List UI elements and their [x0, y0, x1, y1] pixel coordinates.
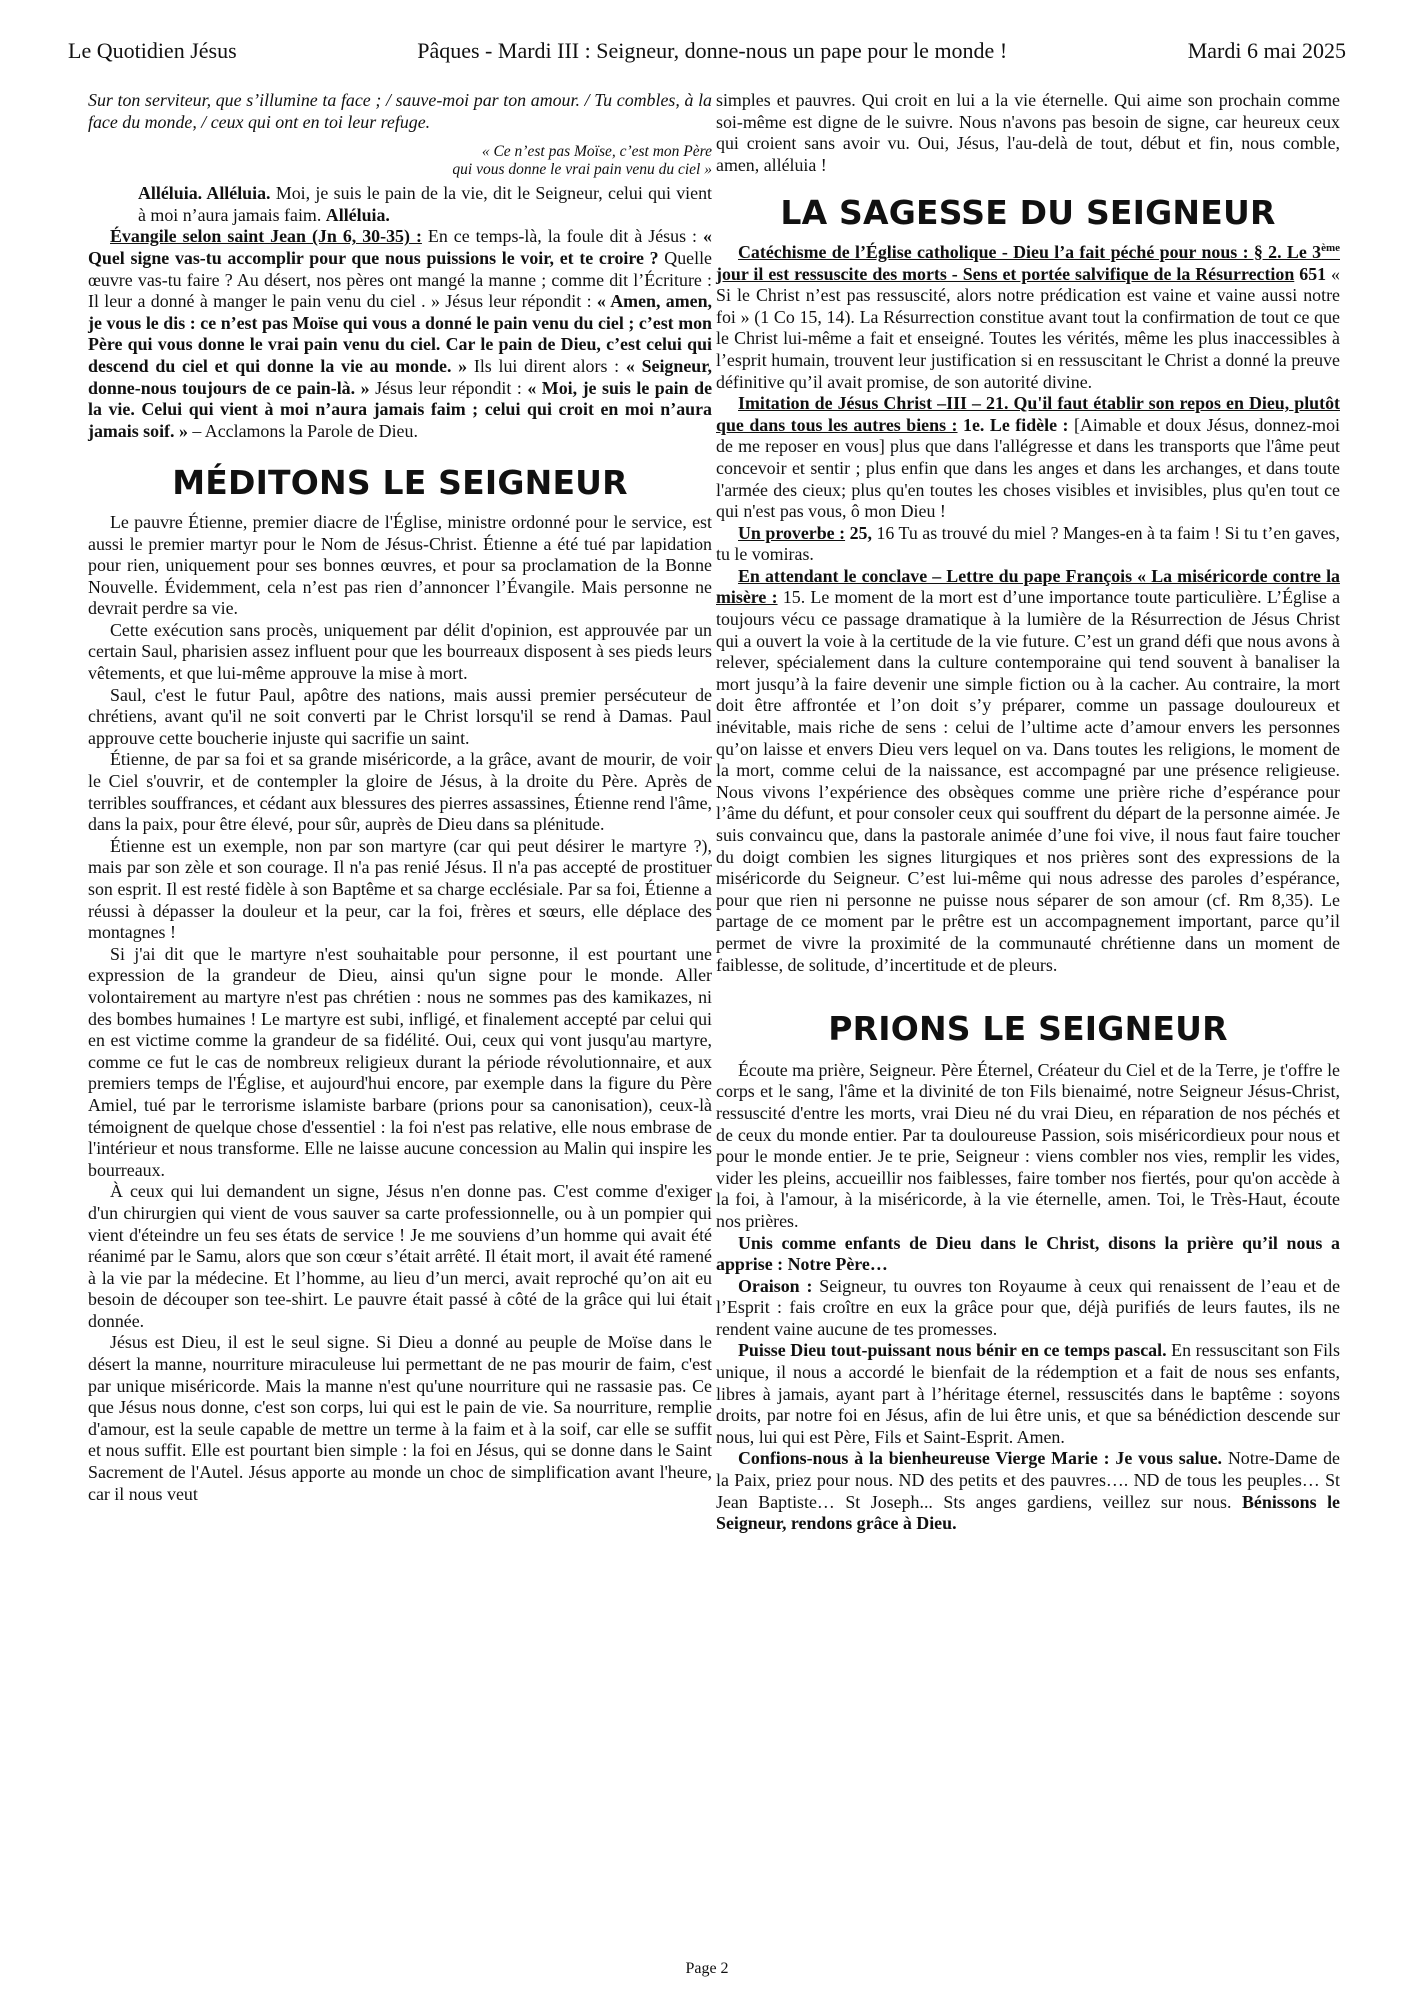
wisdom-heading: LA SAGESSE DU SEIGNEUR: [780, 193, 1276, 233]
blessing-text: En ressuscitant son Fils unique, il nous a accordé le bienfait de la rédemption et a fait de nous ses enfants, libres à jamais, ayant part à l’héritage éternel, ressuscités dans le baptême : soyons droits, par notre foi en Jésus, afin de lui être unis, et que sa bénédiction descende sur nous, lui qui est Père, Fils et Saint-Esprit. Amen.: [716, 1340, 1340, 1447]
meditation-paragraph: Étienne, de par sa foi et sa grande miséricorde, a la grâce, avant de mourir, de voir le Ciel s'ouvrir, et de contempler la gloire de Jésus, à la droite du Père. Après de terribles souffrances, et cédant aux blessures des pierres assassines, Étienne rend l'âme, dans la paix, pour être élevé, pour sûr, auprès de Dieu dans sa plénitude.: [88, 749, 712, 835]
marian-paragraph: [716, 1448, 1340, 1534]
proverb-text: 16 Tu as trouvé du miel ? Manges-en à ta faim ! Si tu t’en gaves, tu le vomiras.: [716, 522, 1340, 565]
ordinal-suffix: ème: [1321, 242, 1340, 254]
gospel-span: Quelle œuvre vas-tu faire ? Au désert, nos pères ont mangé la manne ; comme dit l’Écriture : Il leur a donné à manger le pain venu du ciel . » Jésus leur répondit :: [88, 247, 712, 312]
imitation-paragraph: [716, 393, 1340, 523]
oraison-text: Seigneur, tu ouvres ton Royaume à ceux qui renaissent de l’eau et de l’Esprit : fais croître en eux la grâce pour que, déjà purifiés de leurs fautes, ils ne rendent vaine aucune de tes promesses.: [716, 1275, 1341, 1339]
catechism-ref-part: Catéchisme de l’Église catholique - Dieu l’a fait péché pour nous : § 2. Le 3: [738, 241, 1322, 262]
conclave-paragraph: [716, 566, 1340, 976]
meditation-paragraph: Cette exécution sans procès, uniquement par délit d'opinion, est approuvée par un certain Saul, pharisien assez influent pour que les bourreaux disposent à ses pieds leurs vêtements, et que lui-même approuve la mise à mort.: [88, 619, 712, 684]
conclave-reference: En attendant le conclave – Lettre du pape François « La miséricorde contre la misère :: [716, 565, 1340, 608]
gospel-text: [88, 226, 712, 442]
page-header: [68, 38, 1346, 72]
proverb-paragraph: [716, 523, 1340, 566]
gospel-span: – Acclamons la Parole de Dieu.: [187, 420, 418, 441]
meditation-continuation: simples et pauvres. Qui croit en lui a la vie éternelle. Qui aime son prochain comme soi-même est digne de le suivre. Nous n'avons pas besoin de signe, car heureux ceux qui croient sans avoir vu. Oui, Jésus, l'au-delà de tout, début et fin, nous comble, amen, alléluia !: [716, 90, 1340, 175]
alleluia-text: Moi, je suis le pain de la vie, dit le Seigneur, celui qui vient à moi n’aura jamais faim.: [138, 183, 712, 225]
catechism-ref-part: jour il est ressuscite des morts - Sens et portée salvifique de la Résurrection: [716, 263, 1295, 284]
catechism-text: « Si le Christ n’est pas ressuscité, alors notre prédication est vaine et vaine aussi notre foi » (1 Co 15, 14). La Résurrection constitue avant tout la confirmation de tout ce que le Christ lui-même a fait et enseigné. Toutes les vérités, même les plus inaccessibles à l’esprit humain, trouvent leur justification si en ressuscitant le Christ a donné la preuve définitive qu’il avait promise, de son autorité divine.: [716, 263, 1341, 392]
left-column: [88, 90, 712, 1505]
prayer-paragraph: Écoute ma prière, Seigneur. Père Éternel, Créateur du Ciel et de la Terre, je t'offre le corps et le sang, l'âme et la divinité de ton Fils bienaimé, notre Seigneur Jésus-Christ, ressuscité d'entre les morts, vrai Dieu né du vrai Dieu, en réparation de nos péchés et de ceux du monde entier. Par ta douloureuse Passion, sois miséricordieux pour nous et pour le monde entier. Je te prie, Seigneur : viens combler nos vies, remplir les vides, vider les pleins, accueillir nos faiblesses, faire tomber nos fiertés, pour qu'on accède à la foi, à l'amour, à la miséricorde, à la vie éternelle, amen. Toi, le Très-Haut, écoute nos prières.: [716, 1059, 1340, 1231]
our-father-invitation: Unis comme enfants de Dieu dans le Christ, disons la prière qu’il nous a apprise : Notre Père…: [716, 1232, 1340, 1275]
right-column: [716, 90, 1340, 1535]
prayer-heading: PRIONS LE SEIGNEUR: [828, 1009, 1228, 1049]
catechism-paragraph: [716, 242, 1340, 393]
blessing-bold: Puisse Dieu tout-puissant nous bénir en ce temps pascal.: [738, 1340, 1167, 1361]
gospel-quote: [88, 143, 712, 179]
catechism-number: 651: [1294, 263, 1327, 284]
imitation-reference: Imitation de Jésus Christ –III – 21. Qu'il faut établir son repos en Dieu, plutôt que dans tous les autres biens :: [716, 393, 1340, 435]
meditation-paragraph: Jésus est Dieu, il est le seul signe. Si Dieu a donné au peuple de Moïse dans le désert la manne, nourriture miraculeuse lui permettant de ne pas mourir de faim, c'est par unique miséricorde. Mais la manne n'est qu'une nourriture qui ne rassasie pas. Ce que Jésus nous donne, c'est son corps, lui qui est le pain de vie. Sa nourriture, remplie d'amour, est la seule capable de mettre un terme à la faim et à la soif, car elle se suffit et nous suffit. Elle est pourtant bien simple : la foi en Jésus, qui se donne dans le Saint Sacrement de l'Autel. Jésus apporte au monde un choc de simplification avant l'heure, car il nous veut: [88, 1332, 712, 1504]
proverb-reference: Un proverbe :: [738, 522, 846, 543]
oraison-paragraph: [716, 1276, 1340, 1341]
page-title: Pâques - Mardi III : Seigneur, donne-nous un pape pour le monde !: [417, 38, 1008, 63]
catechism-reference: [716, 242, 1340, 284]
marian-bold: Confions-nous à la bienheureuse Vierge Marie : Je vous salue.: [738, 1448, 1223, 1469]
meditation-paragraph: Si j'ai dit que le martyre n'est souhaitable pour personne, il est pourtant une expression de la grandeur de Dieu, ainsi qu'un signe pour le monde. Aller volontairement au martyre n'est pas chrétien : nous ne sommes pas des kamikazes, ni des bombes humaines ! Le martyre est subi, infligé, et finalement accepté par celui qui en est victime comme la grandeur de sa fidélité. Oui, ceux qui vont jusqu'au martyre, comme ce fut le cas de nombreux religieux durant la période révolutionnaire, et aux premiers temps de l'Église, et aujourd'hui encore, par exemple dans la figure du Père Amiel, tué par le terrorisme islamiste barbare (prions pour sa canonisation), ceux-là témoignent de quelque chose d'essentiel : la foi n'est pas relative, elle nous embrase de l'intérieur et nous transforme. Elle ne laisse aucune concession au Malin qui inspire les bourreaux.: [88, 943, 712, 1180]
gospel-span: En ce temps-là, la foule dit à Jésus :: [421, 226, 704, 247]
gospel-span: « Amen, amen, je vous le dis : ce n’est pas Moïse qui vous a donné le pain venu du ciel ; c’est mon Père qui vous donne le vrai pain venu du ciel. Car le pain de Dieu, c’est celui qui descend du ciel et qui donne la vie au monde. »: [88, 291, 712, 376]
quote-line: qui vous donne le vrai pain venu du ciel »: [452, 161, 712, 179]
publication-name: Le Quotidien Jésus: [68, 38, 237, 63]
gospel-span: « Moi, je suis le pain de la vie. Celui qui vient à moi n’aura jamais faim ; celui qui croit en moi n’aura jamais soif. »: [88, 377, 713, 441]
imitation-text: [Aimable et doux Jésus, donnez-moi de me reposer en vous] plus que dans l'allégresse et dans les transports que l'âme peut concevoir et sentir ; plus enfin que dans les anges et dans les archanges, et dans toute l'armée des cieux; plus qu'en toutes les choses visibles et invisibles, plus qu'en tout ce qui n'est pas vous, ô mon Dieu !: [716, 414, 1340, 522]
meditation-paragraph: Saul, c'est le futur Paul, apôtre des nations, mais aussi premier persécuteur de chrétiens, avant qu'il ne soit converti par le Christ lorsqu'il se rend à Damas. Paul approuve cette boucherie injuste qui sacrifie un saint.: [88, 684, 712, 748]
quote-line: « Ce n’est pas Moïse, c’est mon Père: [481, 143, 712, 161]
oraison-label: Oraison :: [738, 1275, 813, 1296]
marian-text: Notre-Dame de la Paix, priez pour nous. ND des petits et des pauvres…. ND de tous les peuples… St Jean Baptiste… St Joseph... Sts anges gardiens, veillez sur nous.: [716, 1448, 1340, 1512]
gospel-reference: Évangile selon saint Jean (Jn 6, 30-35) :: [110, 226, 422, 247]
page-number: Page 2: [685, 1960, 729, 1977]
gospel-span: « Seigneur, donne-nous toujours de ce pain-là. »: [88, 355, 712, 398]
alleluia-bold: Alléluia. Alléluia.: [138, 183, 271, 204]
gospel-span: Ils lui dirent alors :: [467, 355, 626, 376]
alleluia-bold: Alléluia.: [325, 204, 390, 225]
final-blessing: Bénissons le Seigneur, rendons grâce à Dieu.: [716, 1491, 1341, 1534]
imitation-speaker: 1e. Le fidèle :: [957, 414, 1069, 435]
issue-date: Mardi 6 mai 2025: [1187, 38, 1346, 63]
gospel-span: Jésus leur répondit :: [369, 377, 528, 398]
meditation-paragraph: Étienne est un exemple, non par son martyre (car qui peut désirer le martyre ?), mais par son zèle et son courage. Il n'a pas renié Jésus. Il n'a pas accepté de prostituer son esprit. Il est resté fidèle à son Baptême et sa charge ecclésiale. Par sa foi, Étienne a réussi à dépasser la douleur et la peur, car la foi, frères et sœurs, elle déplace des montagnes !: [88, 835, 712, 943]
meditation-heading: MÉDITONS LE SEIGNEUR: [172, 463, 628, 503]
blessing-paragraph: [716, 1340, 1340, 1448]
conclave-text: 15. Le moment de la mort est d’une importance toute particulière. L’Église a toujours vécu ce passage dramatique à la lumière de la Résurrection de Jésus Christ qui a ouvert la voie à la certitude de la vie future. C’est un grand défi que nous avons à relever, spécialement dans la culture contemporaine qui tend souvent à banaliser la mort jusqu’à la faire devenir une simple fiction ou à la cacher. Au contraire, la mort doit être affrontée et l’on doit s’y préparer, comme un passage douloureux et inévitable, mais riche de sens : celui de l’ultime acte d’amour envers les personnes qu’on laisse et envers Dieu vers lequel on va. Dans toutes les religions, le moment de la mort, comme celui de la naissance, est accompagné par une présence religieuse. Nous vivons l’expérience des obsèques comme une prière riche d’espérance pour l’âme du défunt, et pour consoler ceux qui souffrent du départ de la personne aimée. Je suis convaincu que, dans la pastorale animée d’une foi vive, il nous faut faire toucher du doigt combien les signes liturgiques et nos prières sont des expressions de la miséricorde du Seigneur. C’est lui-même qui nous adresse des paroles d’espérance, pour que rien ni personne ne puisse nous séparer de son amour (cf. Rm 8,35). Le partage de ce moment par le prêtre est un accompagnement important, parce qu’il permet de vivre la proximité de la communauté chrétienne dans un moment de faiblesse, de solitude, d’incertitude et de pleurs.: [716, 587, 1341, 975]
proverb-chapter: 25,: [845, 522, 872, 543]
psalm-verse: Sur ton serviteur, que s’illumine ta face ; / sauve-moi par ton amour. / Tu combles, à la face du monde, / ceux qui ont en toi leur refuge.: [88, 90, 712, 132]
alleluia-verse: [88, 183, 712, 226]
gospel-span: « Quel signe vas-tu accomplir pour que nous puissions le voir, et te croire ?: [88, 226, 712, 268]
meditation-paragraph: Le pauvre Étienne, premier diacre de l'Église, ministre ordonné pour le service, est aussi le premier martyr pour le Nom de Jésus-Christ. Étienne a été tué par lapidation pour rien, uniquement pour ses bonnes œuvres, et pour sa proclamation de la Bonne Nouvelle. Évidemment, cela n’est pas rien d’annoncer l’Évangile. Mais personne ne devrait perdre sa vie.: [88, 511, 712, 619]
meditation-paragraph: À ceux qui lui demandent un signe, Jésus n'en donne pas. C'est comme d'exiger d'un chirurgien qui vient de vous sauver sa carte professionnelle, ou à un pompier qui vient d'éteindre un feu ses états de service ! Je me souviens d’un homme qui avait été réanimé par le Samu, alors que son cœur s’était arrêté. Il était mort, il avait été ramené à la vie par la médecine. Et l’homme, au lieu d’un merci, avait reproché qu’on ait eu besoin de découper son tee-shirt. Le pauvre était passé à côté de la grâce qui lui était donnée.: [88, 1181, 712, 1331]
